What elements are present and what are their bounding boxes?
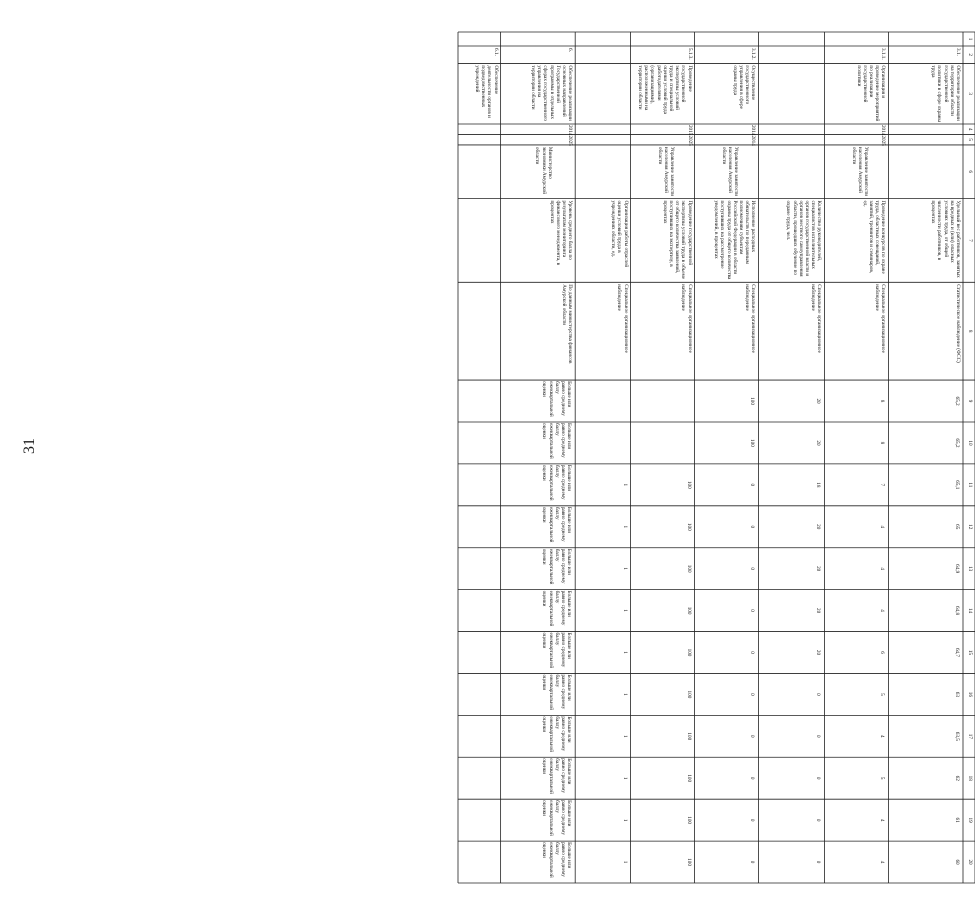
row-year-start <box>890 125 961 133</box>
row-year-end: 2014 <box>750 135 757 146</box>
row-value-note: Больше или равно среднему баллу ежеквартальной оценки <box>541 632 573 670</box>
row-value: 65,2 <box>954 438 960 448</box>
header-number: 8 <box>967 329 973 333</box>
row-value: 63 <box>954 691 960 697</box>
row-method: Специальное организационное наблюдение <box>616 284 629 355</box>
row-value: 1 <box>621 735 628 738</box>
row-value: 0 <box>815 776 822 780</box>
row-value: 1 <box>621 860 628 864</box>
page-number: 31 <box>21 438 38 454</box>
row-value-note: Больше или равно среднему баллу ежеквартальной оценки <box>541 422 573 460</box>
header-number: 10 <box>967 440 973 446</box>
row-value: 0 <box>749 483 756 487</box>
header-number: 9 <box>967 399 973 403</box>
row-value: 5 <box>879 776 886 780</box>
row-name: Осуществление государственного управления в сфере охраны труда <box>731 65 757 111</box>
row-year-end <box>890 135 961 143</box>
row-value-note: Больше или равно среднему баллу ежеквартальной оценки <box>541 758 573 796</box>
row-indicator <box>460 200 499 280</box>
row-value: 65,2 <box>954 396 960 406</box>
row-value: 100 <box>749 397 756 405</box>
row-value: 20 <box>815 524 822 530</box>
row-method: Специальное организационное наблюдение <box>744 284 757 355</box>
row-value: 65 <box>954 524 960 530</box>
row-value: 4 <box>879 735 886 738</box>
row-value: 20 <box>815 566 822 572</box>
row-value: 4 <box>879 860 886 864</box>
row-value: 8 <box>879 441 886 445</box>
row-name: Обеспечение деятельности органов и подведомственных учреждений <box>474 65 499 120</box>
row-value: 4 <box>879 525 886 529</box>
row-value-note: Больше или равно среднему баллу ежеквартальной оценки <box>541 590 573 628</box>
row-value-note: Больше или равно среднему баллу ежеквартальной оценки <box>541 381 573 419</box>
row-indicator: Исполнение расходных обязательств по переданным полномочиям субъектам Российской Федерации в области охраны труда от общего количества поступивших на рассмотрение уведомлений, в процентах <box>713 200 757 281</box>
row-value: 8 <box>879 399 886 403</box>
row-indicator: Проведение конкурсов по охране труда, областных совещаний, занятий, тренингов и семинаров, ед. <box>861 200 887 276</box>
row-year-end: 2025 <box>686 135 693 146</box>
row-value: 64,9 <box>954 564 960 574</box>
row-value: 4 <box>879 818 886 822</box>
row-year-start: 2014 <box>567 124 574 136</box>
row-value: 0 <box>815 693 822 696</box>
row-method: Специальное организационное наблюдение <box>810 284 823 355</box>
header-number: 7 <box>967 239 973 242</box>
row-executor: Управление занятости населения Амурской области <box>720 146 740 198</box>
row-year-end <box>760 135 822 143</box>
row-value: 0 <box>749 860 756 864</box>
header-number: 17 <box>967 733 973 739</box>
header-number: 4 <box>967 127 973 131</box>
row-value: 100 <box>749 439 756 447</box>
row-indicator: Проведение государственной экспертизы условий труда в объеме от общего количества заявлений, поступивших на экспертизу, в процентах <box>661 200 693 281</box>
row-name: Обеспечение реализации на территории области государственной политики в сфере охраны труда <box>930 65 961 124</box>
header-number: 12 <box>967 524 973 530</box>
row-method <box>460 284 499 378</box>
row-value: 1 <box>621 776 628 780</box>
row-method: Специальное организационное наблюдение <box>874 284 887 355</box>
row-value: 0 <box>815 860 822 864</box>
row-year-end <box>460 135 499 143</box>
row-value: 0 <box>749 525 756 529</box>
row-value: 100 <box>685 606 692 615</box>
row-value: 0 <box>815 735 822 738</box>
row-value: 20 <box>815 440 822 446</box>
row-value: 100 <box>685 522 692 531</box>
row-code: 3.1. <box>955 47 961 56</box>
row-year-start: 2015 <box>686 124 693 136</box>
header-number: 13 <box>967 566 973 572</box>
row-value: 100 <box>685 816 692 825</box>
row-value: 1 <box>621 818 628 822</box>
header-number: 11 <box>967 482 973 488</box>
row-year-start <box>577 125 628 133</box>
row-value: 100 <box>685 774 692 783</box>
row-value: 1 <box>621 609 628 612</box>
row-value: 4 <box>879 567 886 570</box>
row-value: 63,5 <box>954 731 960 741</box>
header-number: 19 <box>967 817 973 823</box>
row-code: 3.1.2. <box>750 47 757 60</box>
row-year-end: 2025 <box>567 135 574 146</box>
row-method: Статистическое наблюдение (ФСС) <box>955 284 961 363</box>
row-code: 3.1.1. <box>880 47 887 60</box>
row-value: 1 <box>621 651 628 654</box>
row-executor <box>890 147 940 197</box>
row-value: 0 <box>749 693 756 696</box>
row-value: 1 <box>621 567 628 570</box>
row-value: 0 <box>749 567 756 570</box>
row-indicator: Количество руководителей, специалистов исполнительных органов государственной власти и органов местного самоуправления области, прошедших обучение по охране труда, чел. <box>785 200 823 278</box>
row-value-note: Больше или равно среднему баллу ежеквартальной оценки <box>541 506 573 544</box>
row-value-note: Больше или равно среднему баллу ежеквартальной оценки <box>541 716 573 754</box>
row-value-note: Больше или равно среднему баллу ежеквартальной оценки <box>541 464 573 502</box>
row-executor <box>577 147 614 197</box>
row-value: 7 <box>879 483 886 487</box>
row-year-end: 2025 <box>880 135 887 146</box>
row-method: По данным министерства финансов Амурской области <box>561 284 574 365</box>
row-value: 1 <box>621 525 628 529</box>
header-number: 15 <box>967 649 973 656</box>
row-value: 0 <box>749 609 756 612</box>
row-value: 0 <box>749 818 756 822</box>
row-year-end <box>577 135 628 143</box>
row-name <box>760 65 822 122</box>
row-value: 20 <box>815 398 822 404</box>
row-indicator: Уровень среднего балла по результатам мониторинга финансового менеджмента, в процентах <box>548 200 574 267</box>
row-indicator: Организация работы отраслей оценки условий труда в учреждениях области, ед. <box>610 200 629 269</box>
row-year-start: 2014 <box>750 124 757 136</box>
row-value: 1 <box>621 693 628 696</box>
row-value: 20 <box>815 607 822 614</box>
row-year-start <box>760 125 822 133</box>
row-value: 100 <box>685 858 692 866</box>
row-value: 64,7 <box>954 647 960 658</box>
row-code <box>760 48 822 61</box>
row-name <box>577 65 628 122</box>
row-value: 20 <box>815 649 822 656</box>
row-value: 5 <box>879 693 886 696</box>
row-value: 100 <box>685 648 692 657</box>
header-number: 1 <box>967 37 973 41</box>
row-executor <box>460 147 488 197</box>
row-value: 0 <box>749 776 756 780</box>
row-value-note: Больше или равно среднему баллу ежеквартальной оценки <box>541 548 573 586</box>
row-value: 1 <box>621 483 628 487</box>
row-value: 0 <box>749 735 756 738</box>
row-executor: Управление занятости населения Амурской области <box>850 146 870 198</box>
row-value: 60 <box>954 859 960 865</box>
header-number: 3 <box>967 92 973 95</box>
header-number: 6 <box>967 170 973 173</box>
row-code <box>577 48 628 61</box>
row-name: Организация и проведение мероприятий по реализации государственной политики <box>855 65 887 123</box>
row-method: Специальное организационное наблюдение <box>680 284 693 355</box>
row-name: Обеспечение реализации основных направлений Государственной программы в отдельных сферах государственного управления на территории области <box>529 65 574 123</box>
row-code: 5.1.3. <box>686 47 693 60</box>
row-value: 65,1 <box>954 480 960 490</box>
row-name: Проведение государственной экспертизы условий труда и специальной оценки условий труда работодателями (организациями), расположенными на территории области <box>636 65 693 116</box>
row-value-note: Больше или равно среднему баллу ежеквартальной оценки <box>541 800 573 838</box>
row-indicator: Удельный вес работников, занятых на вредных и (или) опасных условиях труда, от общей численности работников, в процентах <box>930 200 961 280</box>
row-value: 100 <box>685 690 692 699</box>
row-value: 0 <box>749 651 756 654</box>
row-code: 6. <box>567 47 574 52</box>
row-value: 6 <box>879 651 886 654</box>
row-executor: Управление занятости населения Амурской области <box>656 146 676 198</box>
row-value: 0 <box>815 818 822 822</box>
row-code: 6.1. <box>492 47 499 56</box>
row-year-start <box>460 125 499 133</box>
header-number: 14 <box>967 607 973 614</box>
row-value: 4 <box>879 609 886 612</box>
row-value: 100 <box>685 732 692 741</box>
row-value: 62 <box>954 775 960 781</box>
row-value: 100 <box>685 480 692 489</box>
header-number: 18 <box>967 775 973 781</box>
rotated-table <box>458 32 975 883</box>
header-number: 2 <box>967 53 973 56</box>
header-number: 5 <box>967 138 973 141</box>
row-value-note: Больше или равно среднему баллу ежеквартальной оценки <box>541 842 573 880</box>
row-value: 64,8 <box>954 606 960 616</box>
row-year-start: 2014 <box>880 124 887 136</box>
row-value: 61 <box>954 817 960 823</box>
row-value-note: Больше или равно среднему баллу ежеквартальной оценки <box>541 674 573 712</box>
row-value: 18 <box>815 482 822 488</box>
header-number: 16 <box>967 691 973 697</box>
row-executor: Министерство экономики Амурской области <box>534 146 553 196</box>
row-executor <box>760 147 804 197</box>
row-value: 100 <box>685 564 692 573</box>
header-number: 20 <box>967 859 973 865</box>
